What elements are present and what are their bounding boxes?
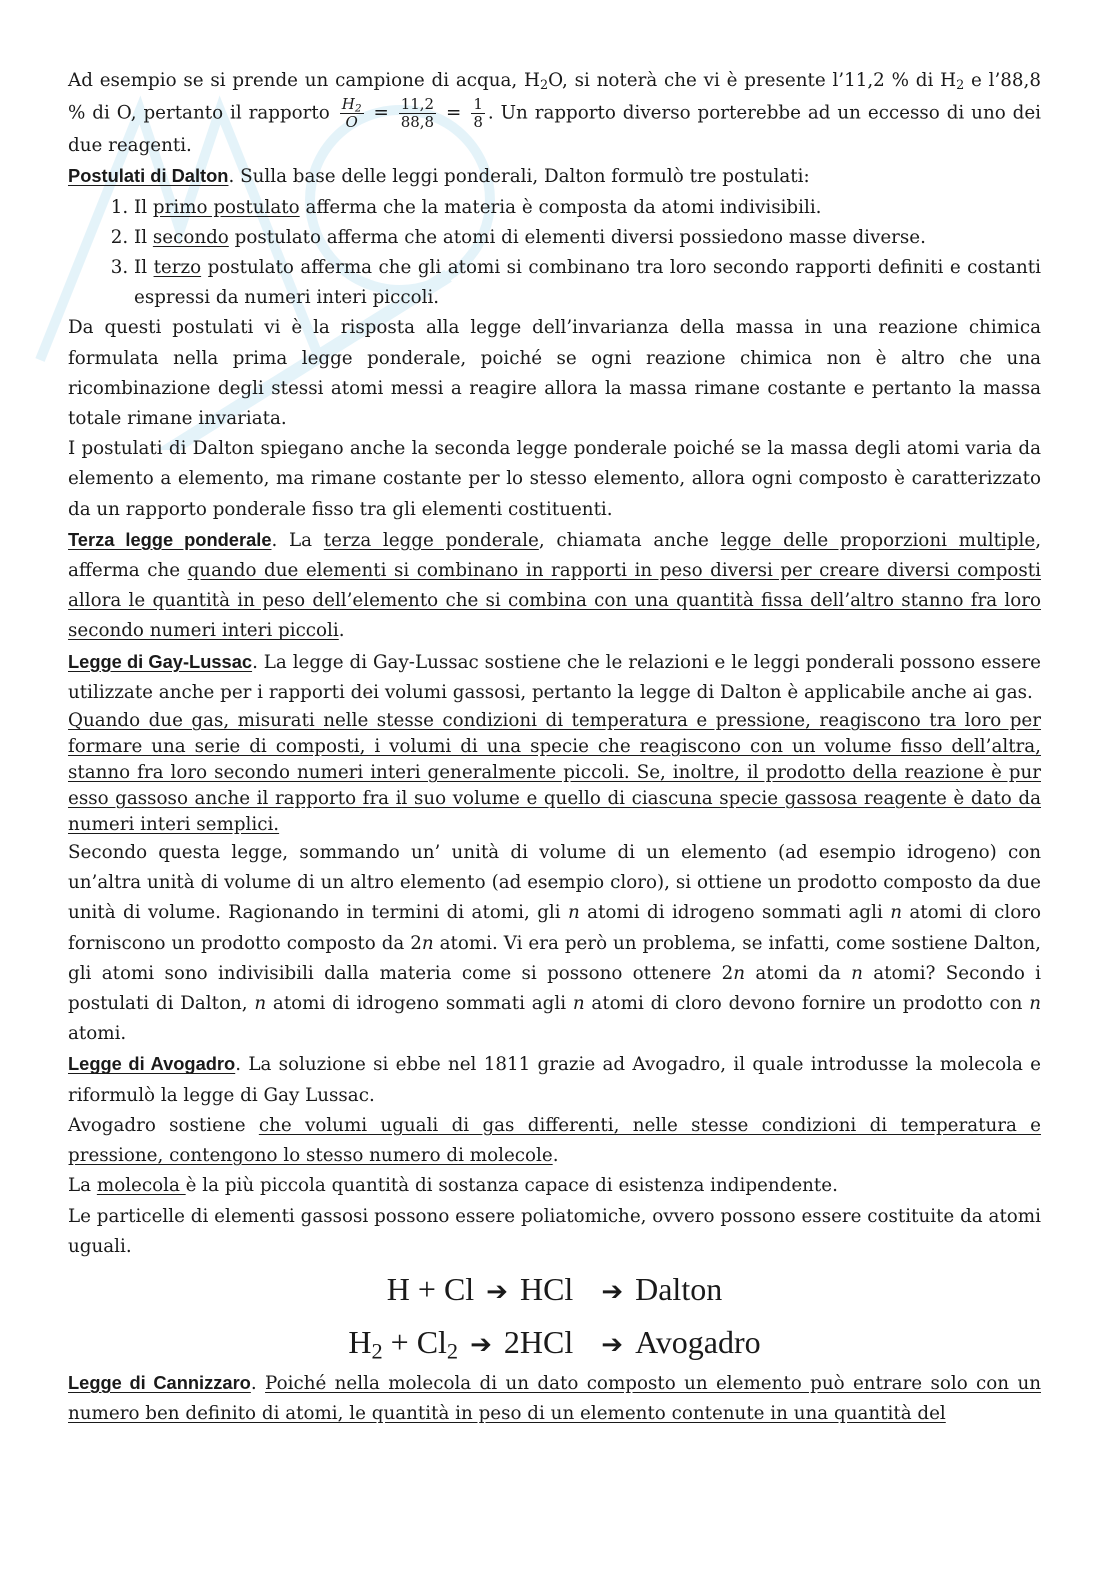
avogadro-paragraph-3: La molecola è la più piccola quantità di sostanza capace di esistenza indipendente. — [68, 1175, 838, 1197]
dalton-paragraph-2: I postulati di Dalton spiegano anche la seconda legge ponderale poiché se la massa degli atomi varia da elemento a elemento, ma rimane costante per lo stesso elemento, allora ogni composto è caratterizzato da un rapporto ponderale fisso tra gli elementi costituenti. — [68, 438, 1041, 520]
equation-avogadro: $H_2 + Cl_2$ ➔ 2HCl ➔ Avogadro — [68, 1319, 1041, 1368]
dalton-heading: Postulati di Dalton — [68, 165, 229, 187]
dalton-paragraph-1: Da questi postulati vi è la risposta alla legge dell’invarianza della massa in una reazione chimica formulata nella prima legge ponderale, poiché se ogni reazione chimica non è altro che una ricombinazione degli stessi atomi messi a reagire allora la massa rimane costante e pertanto la massa totale rimane invariata. — [68, 317, 1041, 430]
gay-lussac-section: Legge di Gay-Lussac. La legge di Gay-Lussac sostiene che le relazioni e le leggi ponderali possono essere utilizzate anche per i rapporti dei volumi gassosi, pertanto la legge di Dalton è applicabile anche ai gas. — [68, 650, 1041, 703]
document-body — [68, 66, 1041, 1429]
avogadro-section: Legge di Avogadro. La soluzione si ebbe nel 1811 grazie ad Avogadro, il quale introdusse la molecola e riformulò la legge di Gay Lussac. — [68, 1053, 1041, 1106]
cannizzaro-heading: Legge di Cannizzaro — [68, 1371, 251, 1393]
avogadro-paragraph-4: Le particelle di elementi gassosi possono essere poliatomiche, ovvero possono essere costituite da atomi uguali. — [68, 1205, 1041, 1257]
avogadro-heading: Legge di Avogadro — [68, 1053, 236, 1075]
equation-dalton: H + Cl ➔ HCl ➔ Dalton — [68, 1266, 1041, 1315]
arrow-right-icon: ➔ — [601, 1329, 624, 1359]
gay-lussac-heading: Legge di Gay-Lussac — [68, 650, 253, 672]
list-item: 2. Il secondo postulato afferma che atomi di elementi diversi possiedono masse diverse. — [134, 223, 1041, 253]
dalton-section: Postulati di Dalton. Sulla base delle leggi ponderali, Dalton formulò tre postulati: — [68, 165, 810, 188]
arrow-right-icon: ➔ — [470, 1329, 492, 1359]
gay-lussac-paragraph: Secondo questa legge, sommando un’ unità di volume di un elemento (ad esempio idrogeno) con un’altra unità di volume di un altro elemento (ad esempio cloro), si ottiene un prodotto composto da due unità di volume. Ragionando in termini di atomi, gli n atomi di idrogeno sommati agli n atomi di cloro forniscono un prodotto composto da 2n atomi. Vi era però un problema, se infatti, come sostiene Dalton, gli atomi sono indivisibili dalla materia come si possono ottenere 2n atomi da n atomi? Secondo i postulati di Dalton, n atomi di idrogeno sommati agli n atomi di cloro devono fornire un prodotto con n atomi. — [68, 842, 1041, 1045]
cannizzaro-section: Legge di Cannizzaro. Poiché nella molecola di un dato composto un elemento può entrare solo con un numero ben definito di atomi, le quantità in peso di un elemento contenute in una quantità del — [68, 1371, 1041, 1425]
gay-lussac-statement: Quando due gas, misurati nelle stesse condizioni di temperatura e pressione, reagiscono tra loro per formare una serie di composti, i volumi di una specie che reagiscono con un volume fisso dell’altra, stanno fra loro secondo numeri interi generalmente piccoli. Se, inoltre, il prodotto della reazione è pur esso gassoso anche il rapporto fra il suo volume e quello di ciascuna specie gassosa reagente è dato da numeri interi semplici. — [68, 710, 1041, 836]
ratio-fraction-h2-o: $\frac{H_2}{O}$ — [341, 95, 362, 132]
terza-legge-section: Terza legge ponderale. La terza legge ponderale, chiamata anche legge delle proporzioni multiple, afferma che quando due elementi si combinano in rapporti in peso diversi per creare diversi composti allora le quantità in peso dell’elemento che si combina con una quantità fissa dell’altro stanno fra loro secondo numeri interi piccoli. — [68, 528, 1041, 642]
list-item: 3. Il terzo postulato afferma che gli atomi si combinano tra loro secondo rapporti definiti e costanti espressi da numeri interi piccoli. — [134, 253, 1041, 313]
ratio-fraction-percent: $\frac{11,2}{88,8}$ — [400, 95, 435, 132]
ratio-fraction-result: $\frac{1}{8}$ — [473, 95, 483, 132]
intro-paragraph: Ad esempio se si prende un campione di acqua, $H_2O$, si noterà che vi è presente l’11,2 % di $H_2$ e l’88,8 % di O, pertanto il rapporto $\frac{H_2}{O}$ = $\frac{11,2}{88,8}$ = $\frac{1}{8}$ . Un rapporto diverso porterebbe ad un eccesso di uno dei due reagenti. — [68, 70, 1042, 157]
dalton-postulates-list — [68, 193, 1041, 314]
arrow-right-icon: ➔ — [486, 1276, 508, 1306]
equations-block — [68, 1266, 1041, 1368]
list-item: 1. Il primo postulato afferma che la materia è composta da atomi indivisibili. — [134, 193, 1041, 223]
avogadro-paragraph-2: Avogadro sostiene che volumi uguali di gas differenti, nelle stesse condizioni di temperatura e pressione, contengono lo stesso numero di molecole. — [68, 1114, 1041, 1167]
arrow-right-icon: ➔ — [601, 1276, 624, 1306]
terza-legge-heading: Terza legge ponderale — [68, 528, 272, 550]
